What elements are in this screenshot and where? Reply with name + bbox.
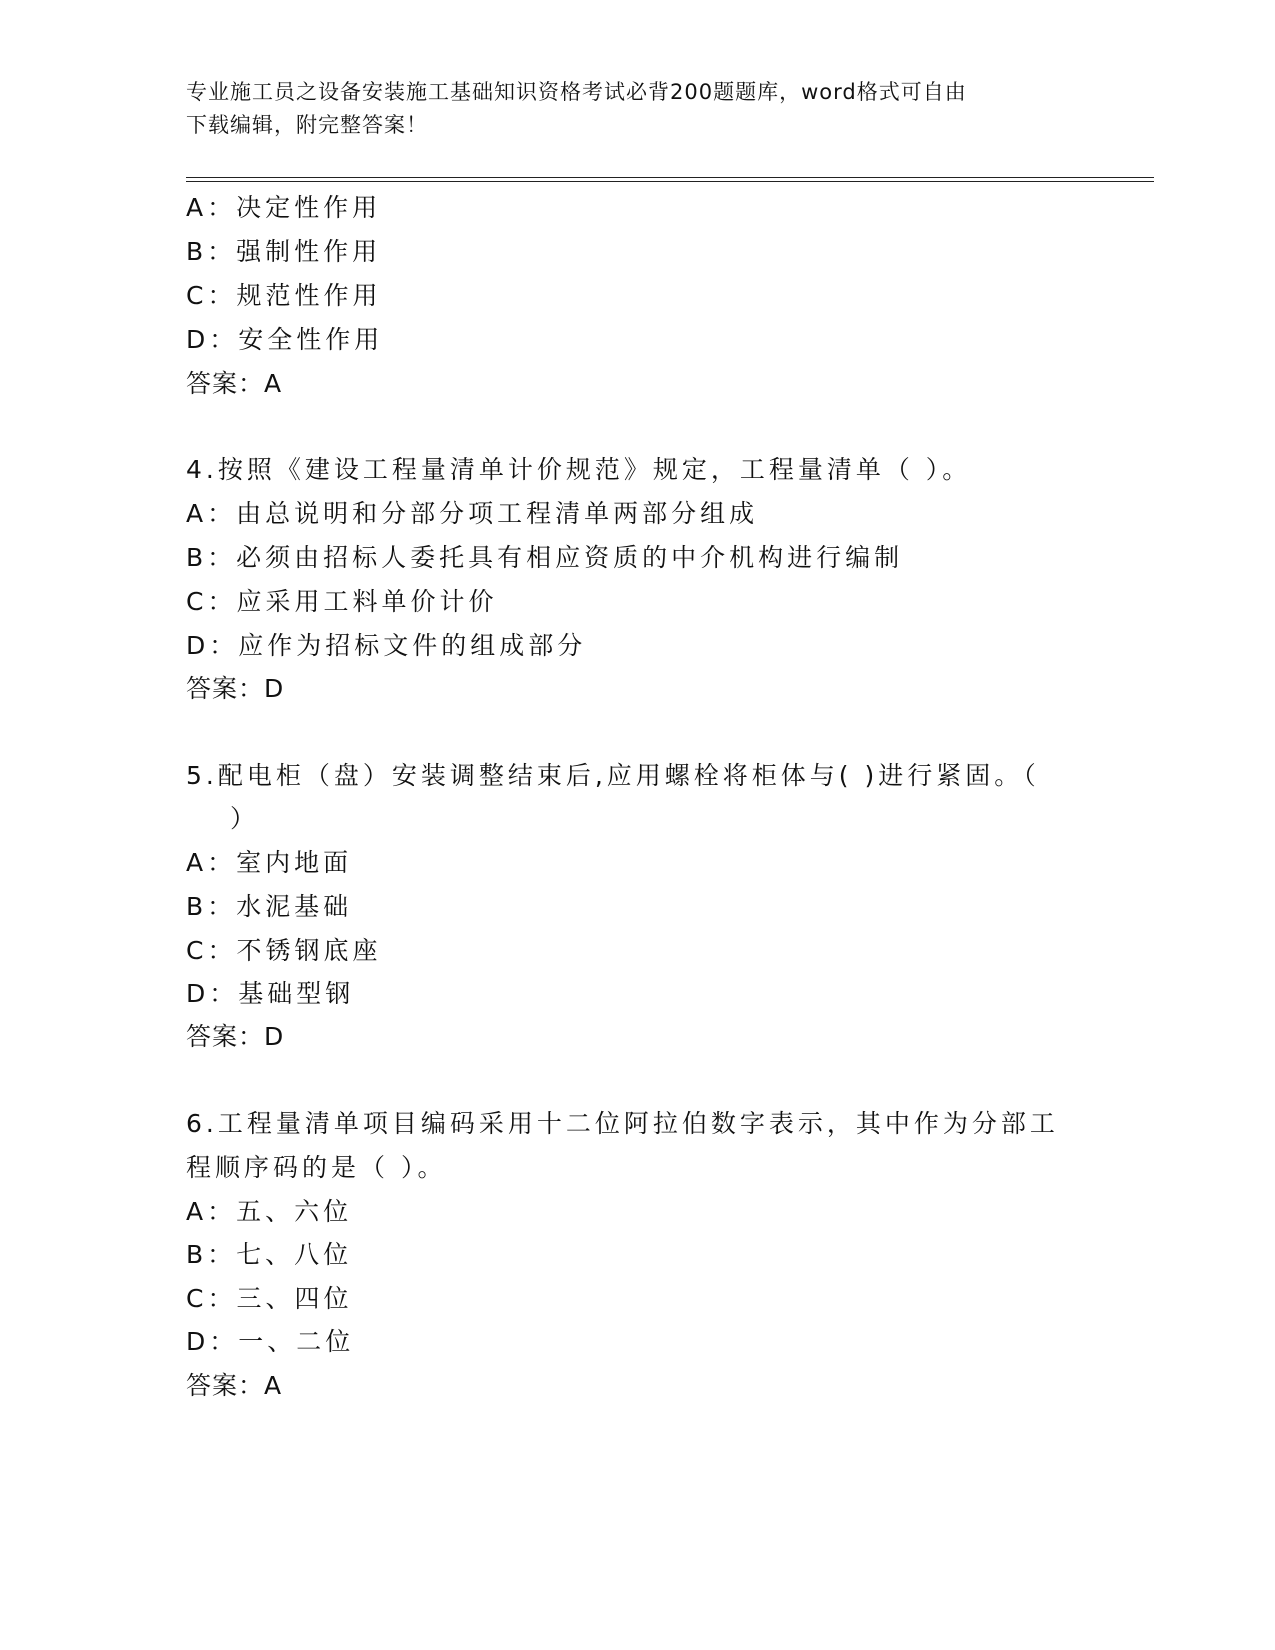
q4-answer: 答案：D — [186, 674, 285, 703]
q4-option-a: A：由总说明和分部分项工程清单两部分组成 — [186, 499, 759, 528]
q3-option-d: D：安全性作用 — [186, 325, 384, 354]
document-header — [186, 76, 1086, 142]
q5-question-line-2: ） — [230, 804, 260, 833]
header-rule-top — [186, 177, 1154, 178]
q4-option-d: D：应作为招标文件的组成部分 — [186, 631, 587, 660]
q3-option-a: A：决定性作用 — [186, 193, 382, 222]
q6-answer: 答案：A — [186, 1371, 283, 1400]
q5-option-c: C：不锈钢底座 — [186, 936, 382, 965]
q6-option-a: A：五、六位 — [186, 1197, 353, 1226]
q5-question-line-1: 5.配电柜（盘）安装调整结束后,应用螺栓将柜体与( )进行紧固。（ — [186, 761, 1040, 790]
q4-option-c: C：应采用工料单价计价 — [186, 587, 498, 616]
q6-option-b: B：七、八位 — [186, 1240, 353, 1269]
q6-question-line-2: 程顺序码的是（ ）。 — [186, 1153, 447, 1182]
q6-option-d: D：一、二位 — [186, 1327, 355, 1356]
q3-answer: 答案：A — [186, 369, 283, 398]
q5-option-b: B：水泥基础 — [186, 892, 353, 921]
header-rule-bottom — [186, 181, 1154, 182]
q6-option-c: C：三、四位 — [186, 1284, 353, 1313]
q3-option-b: B：强制性作用 — [186, 237, 382, 266]
q5-option-d: D：基础型钢 — [186, 979, 355, 1008]
header-line-1: 专业施工员之设备安装施工基础知识资格考试必背200题题库，word格式可自由 — [186, 80, 967, 104]
q5-option-a: A：室内地面 — [186, 848, 353, 877]
q3-option-c: C：规范性作用 — [186, 281, 382, 310]
q5-answer: 答案：D — [186, 1022, 285, 1051]
q4-option-b: B：必须由招标人委托具有相应资质的中介机构进行编制 — [186, 543, 904, 572]
q4-question: 4.按照《建设工程量清单计价规范》规定，工程量清单（ ）。 — [186, 455, 972, 484]
q6-question-line-1: 6.工程量清单项目编码采用十二位阿拉伯数字表示，其中作为分部工 — [186, 1109, 1059, 1138]
header-line-2: 下载编辑，附完整答案！ — [186, 113, 428, 137]
